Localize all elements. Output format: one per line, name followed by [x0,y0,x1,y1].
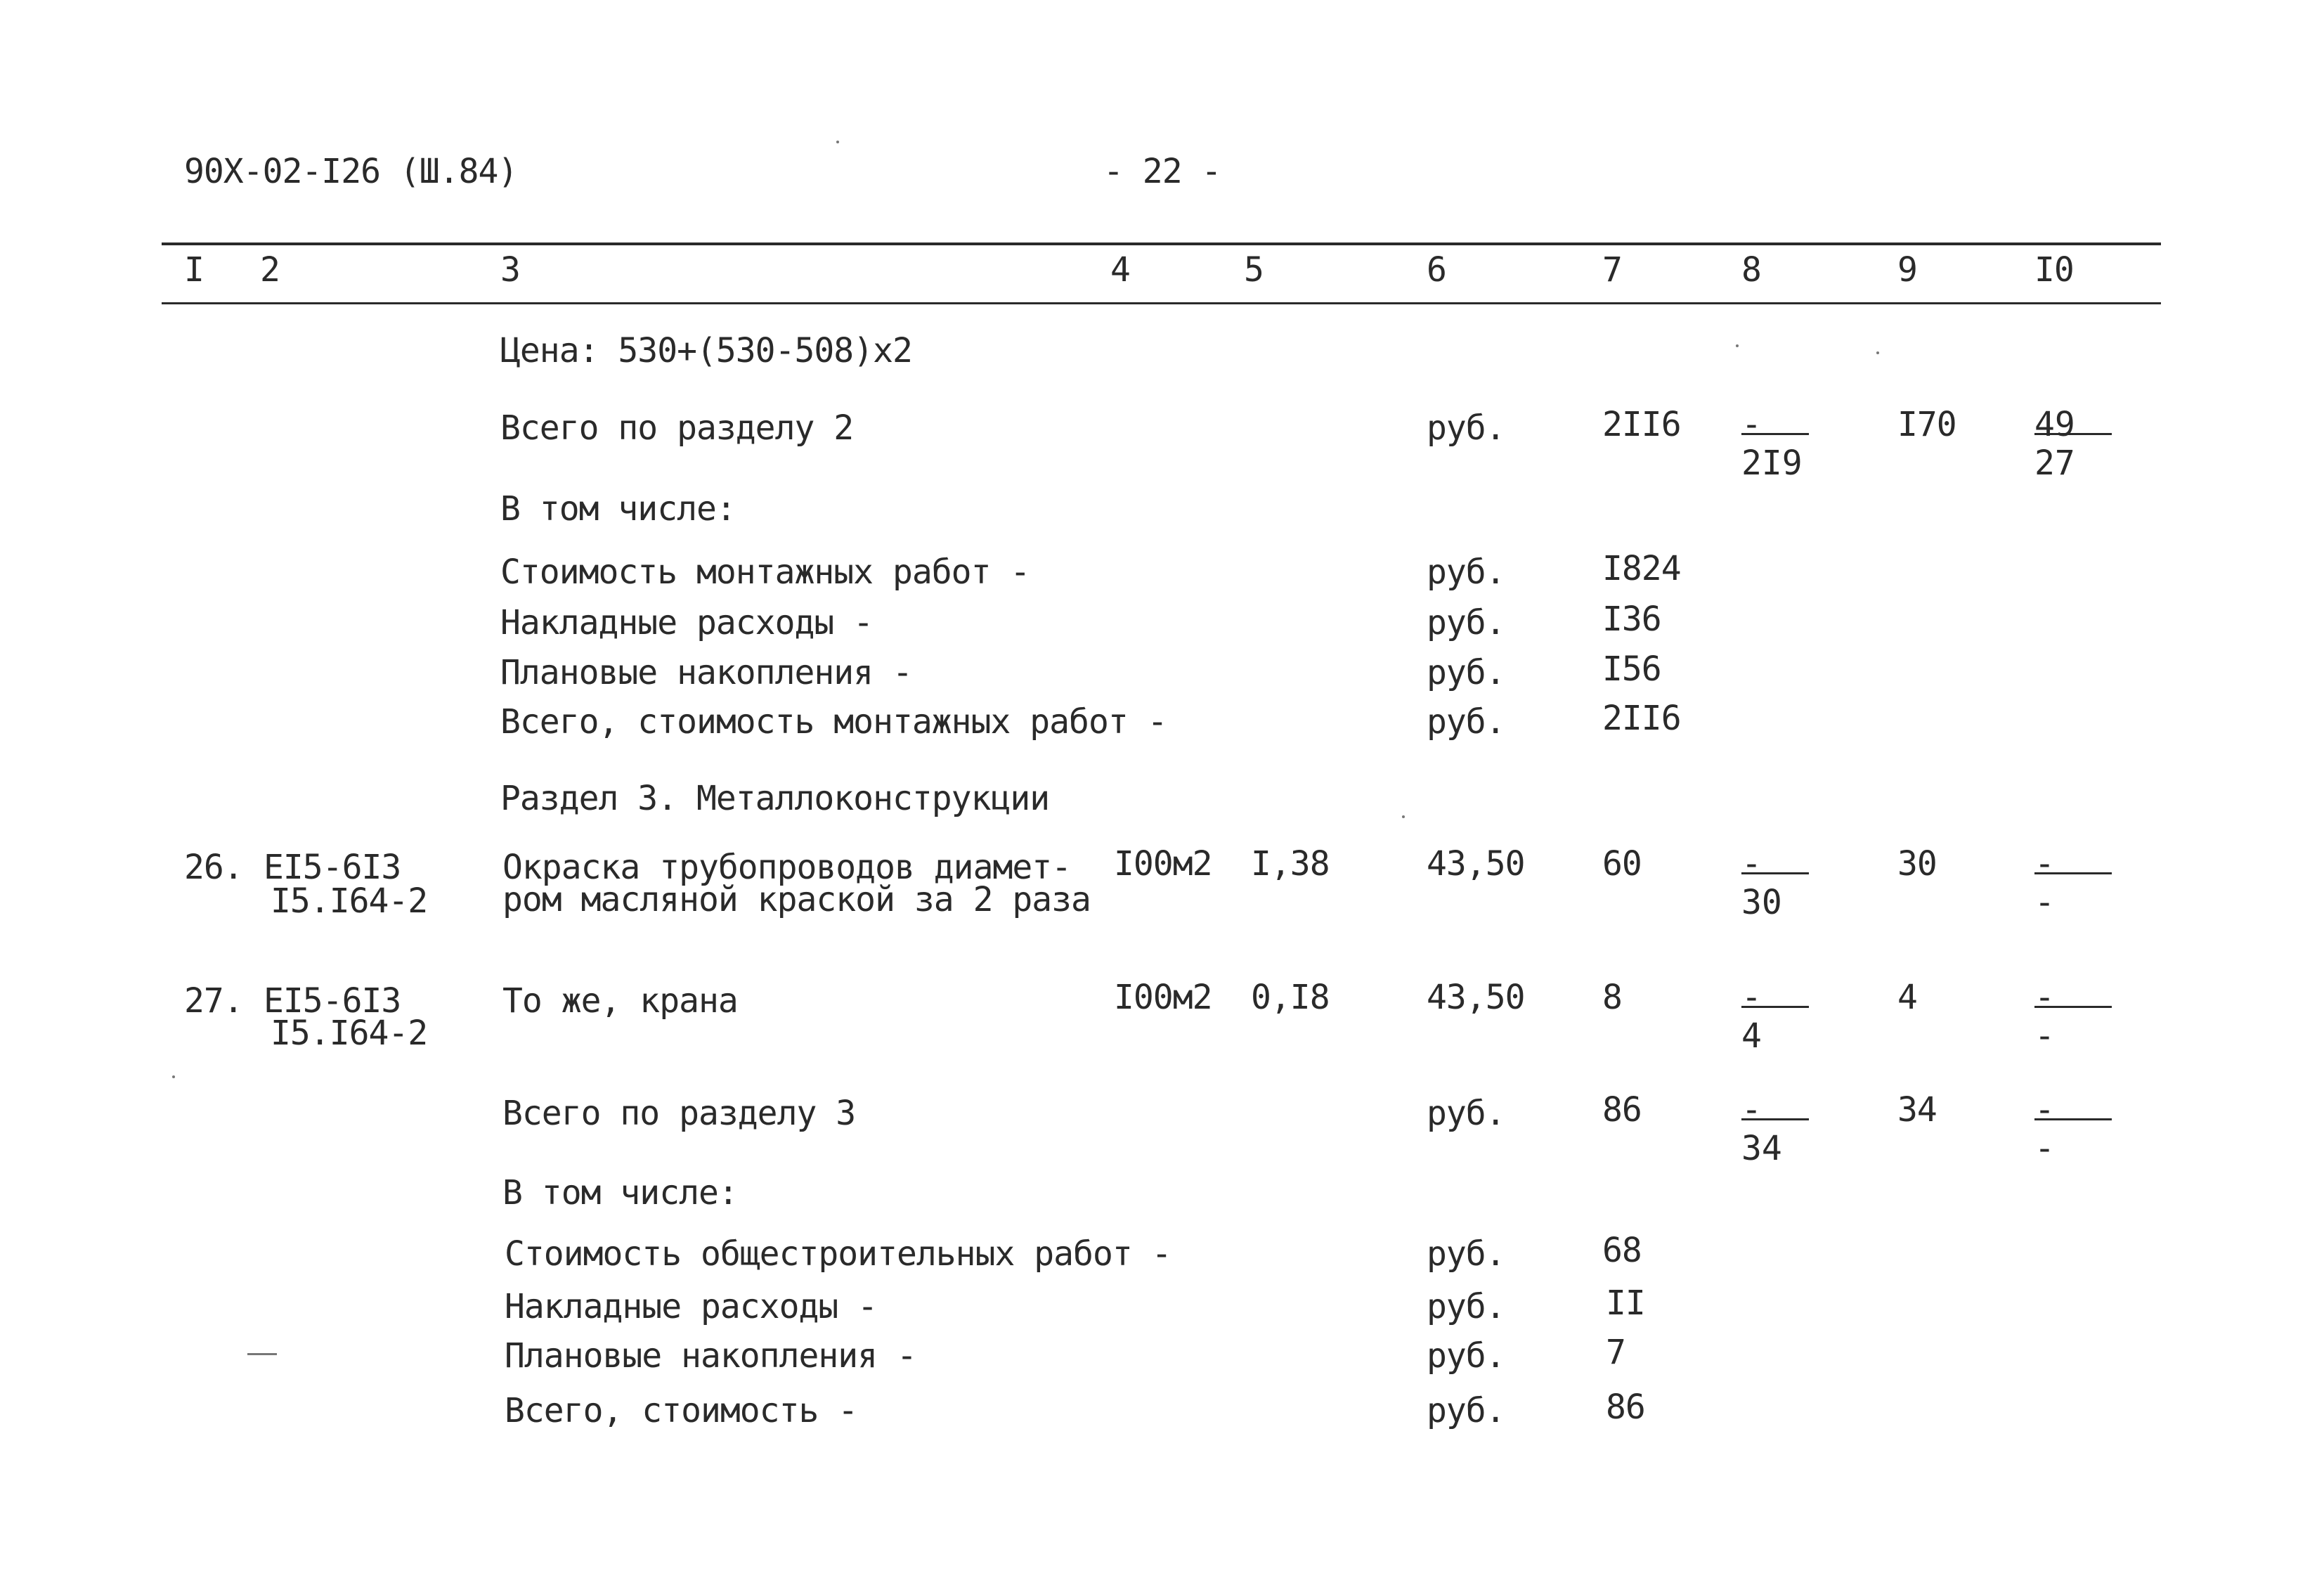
breakdown-value: I824 [1602,549,1681,588]
fraction-top: - [2034,1093,2112,1120]
item-col4: I00м2 [1114,978,1212,1017]
section2-total-label: Всего по разделу 2 [500,408,854,448]
item-number: 26. [184,848,243,887]
breakdown-unit: руб. [1427,702,1505,742]
item-code-primary: ЕI5-6I3 [264,848,401,887]
column-header-3: 3 [500,250,520,290]
section3-total-col9: 34 [1897,1090,1937,1130]
section3-total-unit: руб. [1427,1094,1505,1133]
section3-total-col10 [2034,1090,2112,1168]
section2-total-unit: руб. [1427,408,1505,448]
breakdown-label: Всего, стоимость монтажных работ - [500,702,1167,742]
item-col6: 43,50 [1427,844,1525,884]
section3-breakdown-title: В том числе: [502,1173,738,1212]
fraction-bottom: 4 [1741,1016,1762,1056]
fraction-bottom: - [2034,883,2055,922]
item-col9: 30 [1897,844,1937,884]
item-description-line1: Окраска трубопроводов диамет- [502,848,1072,887]
fraction-bottom: 2I9 [1741,444,1803,483]
item-col5: I,38 [1251,844,1330,884]
page-number: - 22 - [1103,152,1221,191]
breakdown-label: Плановые накопления - [505,1336,916,1376]
breakdown-label: Плановые накопления - [500,653,912,692]
fraction-bottom: 34 [1741,1129,1782,1168]
item-code-secondary: I5.I64-2 [271,881,428,921]
column-header-7: 7 [1602,250,1622,290]
scan-speck [172,1075,175,1078]
item-code-primary: ЕI5-6I3 [264,981,401,1021]
scan-speck [836,141,839,143]
table-top-rule [162,242,2161,245]
fraction-top: - [2034,847,2112,874]
breakdown-unit: руб. [1427,1234,1505,1274]
section3-total-col7: 86 [1602,1090,1642,1130]
section3-total-col8 [1741,1090,1809,1168]
breakdown-value: I36 [1602,600,1661,639]
column-header-1: I [184,250,204,290]
item-col9: 4 [1897,978,1917,1017]
fraction-top: - [1741,408,1809,435]
breakdown-value: II [1606,1283,1645,1323]
column-header-4: 4 [1110,250,1130,290]
section2-total-col9: I70 [1897,405,1956,444]
document-code: 90Х-02-I26 (Ш.84) [184,152,518,191]
item-col7: 8 [1602,978,1622,1017]
fraction-bottom: - [2034,1016,2055,1056]
fraction-top: - [1741,847,1809,874]
breakdown-value: 86 [1606,1388,1645,1427]
item-description-line1: То же, крана [502,981,738,1021]
breakdown-label: Стоимость общестроительных работ - [505,1234,1171,1274]
item-col5: 0,I8 [1251,978,1330,1017]
breakdown-unit: руб. [1427,552,1505,592]
item-col8 [1741,978,1809,1056]
breakdown-unit: руб. [1427,1391,1505,1430]
section3-total-label: Всего по разделу 3 [502,1094,856,1133]
item-col7: 60 [1602,844,1642,884]
breakdown-value: 2II6 [1602,699,1681,738]
breakdown-unit: руб. [1427,1336,1505,1376]
price-formula: Цена: 530+(530-508)x2 [500,331,912,370]
item-col10 [2034,844,2112,922]
scan-speck [1736,344,1739,347]
scan-speck [1402,815,1405,818]
breakdown-label: Накладные расходы - [500,603,874,642]
item-col4: I00м2 [1114,844,1212,884]
column-header-2: 2 [260,250,280,290]
scan-speck [1876,351,1879,354]
item-col6: 43,50 [1427,978,1525,1017]
column-header-10: I0 [2034,250,2074,290]
breakdown-value: 7 [1606,1333,1625,1372]
fraction-bottom: 30 [1741,883,1782,922]
breakdown-label: Накладные расходы - [505,1287,878,1326]
column-header-6: 6 [1427,250,1446,290]
section2-total-col7: 2II6 [1602,405,1681,444]
breakdown-unit: руб. [1427,653,1505,692]
section2-total-col8 [1741,405,1809,483]
fraction-top: 49 [2034,408,2112,435]
breakdown-unit: руб. [1427,1287,1505,1326]
fraction-bottom: 27 [2034,444,2075,483]
item-code-secondary: I5.I64-2 [271,1014,428,1053]
table-header-bottom-rule [162,302,2161,304]
section2-breakdown-title: В том числе: [500,489,736,529]
item-col10 [2034,978,2112,1056]
breakdown-value: 68 [1602,1231,1642,1270]
breakdown-label: Всего, стоимость - [505,1391,858,1430]
section3-title: Раздел 3. Металлоконструкции [500,779,1050,818]
fraction-bottom: - [2034,1129,2055,1168]
item-description-line2: ром масляной краской за 2 раза [502,880,1091,919]
column-header-9: 9 [1897,250,1917,290]
scan-dash [247,1353,277,1355]
item-number: 27. [184,981,243,1021]
breakdown-unit: руб. [1427,603,1505,642]
item-col8 [1741,844,1809,922]
fraction-top: - [1741,1093,1809,1120]
breakdown-label: Стоимость монтажных работ - [500,552,1030,592]
column-header-8: 8 [1741,250,1761,290]
section2-total-col10 [2034,405,2112,483]
fraction-top: - [2034,981,2112,1008]
breakdown-value: I56 [1602,649,1661,689]
column-header-5: 5 [1244,250,1264,290]
fraction-top: - [1741,981,1809,1008]
